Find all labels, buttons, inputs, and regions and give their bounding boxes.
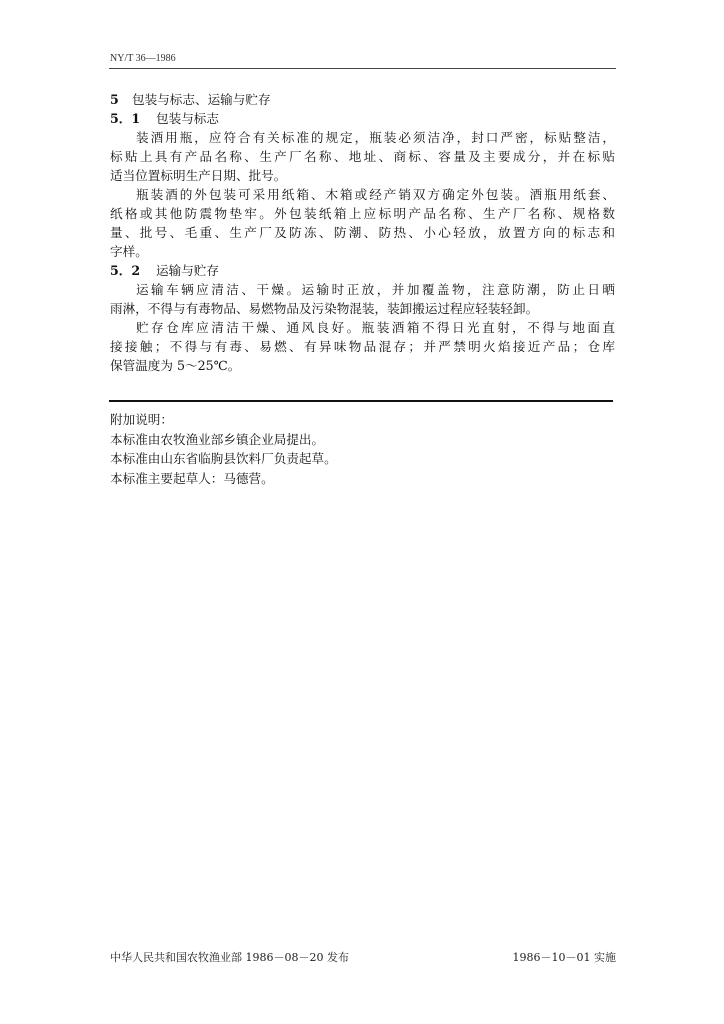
text-line: 量、批号、毛重、生产厂及防冻、防潮、防热、小心轻放，放置方向的标志和 bbox=[110, 225, 615, 240]
standard-code-header: NY/T 36—1986 bbox=[110, 53, 176, 64]
paragraph-transport bbox=[110, 280, 615, 318]
appendix-notes bbox=[110, 410, 615, 488]
section-5-2-heading bbox=[110, 261, 615, 280]
text-line: 接接触；不得与有毒、易燃、有异味物品混存；并严禁明火焰接近产品；仓库 bbox=[110, 339, 615, 354]
text-line: 适当位置标明生产日期、批号。 bbox=[110, 168, 287, 183]
end-divider bbox=[109, 400, 613, 402]
subsection-title: 运输与贮存 bbox=[156, 263, 219, 278]
text-line: 标贴上具有产品名称、生产厂名称、地址、商标、容量及主要成分，并在标贴 bbox=[110, 149, 615, 164]
text-line: 瓶装酒的外包装可采用纸箱、木箱或经产销双方确定外包装。酒瓶用纸套、 bbox=[136, 187, 615, 202]
text-line: 字样。 bbox=[110, 244, 148, 259]
appendix-title: 附加说明： bbox=[110, 412, 173, 427]
section-number: 5 bbox=[110, 92, 119, 107]
text-line: 贮存仓库应清洁干燥、通风良好。瓶装酒箱不得日光直射，不得与地面直 bbox=[136, 320, 615, 335]
appendix-line: 本标准由农牧渔业部乡镇企业局提出。 bbox=[110, 431, 325, 447]
paragraph-outer-packaging bbox=[110, 185, 615, 261]
paragraph-bottle-packaging bbox=[110, 128, 615, 185]
text-line: 雨淋，不得与有毒物品、易燃物品及污染物混装，装卸搬运过程应轻装轻卸。 bbox=[110, 301, 539, 316]
main-content bbox=[110, 90, 615, 375]
appendix-line: 本标准主要起草人：马德营。 bbox=[110, 470, 274, 486]
subsection-number: 5．1 bbox=[110, 111, 141, 126]
issue-date-footer: 中华人民共和国农牧渔业部 1986－08－20 发布 bbox=[110, 951, 349, 964]
paragraph-storage bbox=[110, 318, 615, 375]
section-5-heading bbox=[110, 90, 615, 109]
subsection-title: 包装与标志 bbox=[156, 111, 219, 126]
text-line: 装酒用瓶，应符合有关标准的规定，瓶装必须洁净，封口严密，标贴整洁， bbox=[136, 130, 615, 145]
text-line: 纸格或其他防震物垫牢。外包装纸箱上应标明产品名称、生产厂名称、规格数 bbox=[110, 206, 615, 221]
appendix-line: 本标准由山东省临朐县饮料厂负责起草。 bbox=[110, 451, 337, 466]
text-line: 保管温度为 5～25℃。 bbox=[110, 358, 241, 373]
header-divider bbox=[109, 68, 616, 69]
text-line: 运输车辆应清洁、干燥。运输时正放，并加覆盖物，注意防潮，防止日晒 bbox=[136, 282, 615, 297]
subsection-number: 5．2 bbox=[110, 263, 141, 278]
section-title: 包装与标志、运输与贮存 bbox=[132, 92, 271, 107]
section-5-1-heading bbox=[110, 109, 615, 128]
effective-date-footer: 1986－10－01 实施 bbox=[512, 951, 616, 964]
